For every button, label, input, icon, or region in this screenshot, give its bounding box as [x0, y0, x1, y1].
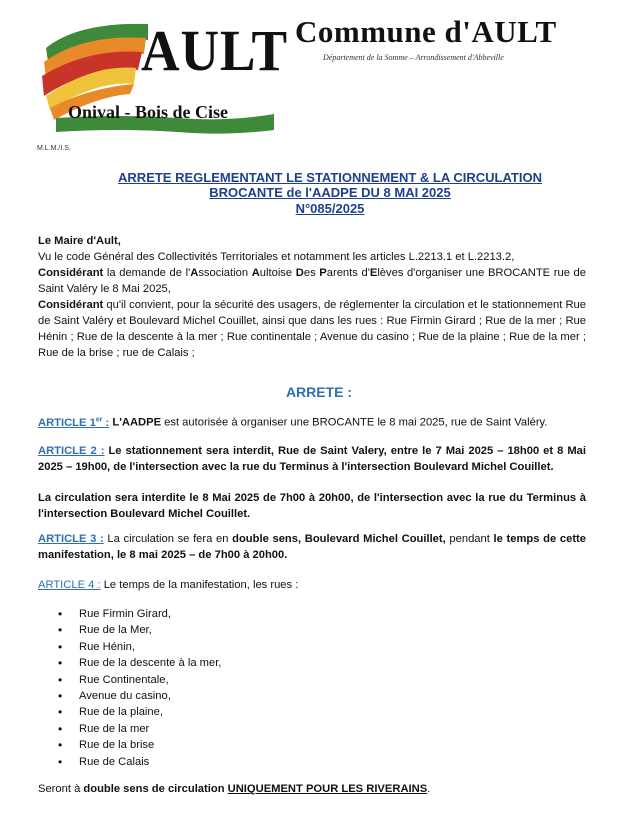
- article-3-bold: le temps de cette manifestation, le 8 mai 2025 – de 7h00 à 20h00.: [38, 533, 586, 561]
- vu-line: Vu le code Général des Collectivités Territoriales et notamment les articles L.2213.1 et L.2213.2,: [38, 251, 515, 263]
- list-item: • Rue Continentale,: [58, 672, 221, 688]
- assoc-initial: A: [251, 267, 260, 279]
- list-item: • Rue de la mer: [58, 721, 221, 737]
- maire-line: Le Maire d'Ault,: [38, 235, 121, 247]
- closing-text: .: [427, 783, 431, 795]
- preamble: [38, 233, 586, 361]
- assoc-word: es: [303, 267, 320, 279]
- article-1: [38, 412, 586, 431]
- assoc-word: ssociation: [198, 267, 252, 279]
- arrete-heading: ARRETE :: [285, 384, 353, 400]
- assoc-initial: A: [190, 267, 199, 279]
- article-2-label: ARTICLE 2 :: [38, 445, 105, 457]
- closing-line: [38, 781, 586, 797]
- article-3-text: La circulation se fera en: [103, 533, 233, 545]
- closing-bold: double sens de circulation: [83, 783, 225, 795]
- reference-initials: M.L.M./I.S.: [37, 145, 71, 152]
- logo-subtitle: Onival - Bois de Cise: [68, 102, 229, 122]
- article-4-label: ARTICLE 4 :: [38, 579, 101, 591]
- list-item: • Rue de la descente à la mer,: [58, 655, 221, 671]
- article-3: [38, 531, 586, 563]
- assoc-initial: E: [369, 267, 378, 279]
- list-item: • Avenue du casino,: [58, 688, 221, 704]
- closing-underlined: UNIQUEMENT POUR LES RIVERAINS: [227, 783, 428, 795]
- commune-title: Commune d'AULT: [295, 14, 557, 49]
- list-item: • Rue de la Mer,: [58, 622, 221, 638]
- considerant-2: [38, 297, 586, 361]
- list-item: • Rue de la plaine,: [58, 704, 221, 720]
- considerant-label: Considérant: [38, 299, 104, 311]
- closing-text: Seront à: [38, 783, 84, 795]
- article-2-text: Le stationnement sera interdit, Rue de Saint Valery, entre le 7 Mai 2025 – 18h00 et 8 Mai 2025 – 19h00, de l'intersection avec la rue du Terminus à l'intersection Boulevard Michel Couillet.: [38, 445, 587, 473]
- article-4: [38, 577, 586, 593]
- title-line-3: N°085/2025: [295, 201, 365, 216]
- considerant-text: qu'il convient, pour la sécurité des usagers, de réglementer la circulation et le stationnement Rue de Saint Valéry et Boulevard Michel Couillet, ainsi que dans les rues : Rue Firmin Girard ; Rue de la mer ; Rue Hénin ; Rue de la descente à la mer ; Rue continentale ; Avenue du casino ; Rue de la plaine ; Rue de la mer ; Rue de la brise ; rue de Calais ;: [38, 299, 586, 359]
- title-line-2: BROCANTE de l'AADPE DU 8 MAI 2025: [209, 185, 451, 200]
- commune-logo: [38, 18, 290, 136]
- list-item: • Rue Hénin,: [58, 639, 221, 655]
- logo-name: AULT: [141, 18, 289, 83]
- assoc-word: ultoise: [259, 267, 296, 279]
- considerant-1: [38, 265, 586, 297]
- street-list: [58, 606, 221, 770]
- list-item: • Rue de la brise: [58, 737, 221, 753]
- assoc-word: arents d': [326, 267, 370, 279]
- article-2: [38, 443, 586, 475]
- title-line-1: ARRETE REGLEMENTANT LE STATIONNEMENT & LA CIRCULATION: [118, 170, 542, 185]
- department-line: Département de la Somme – Arrondissement d'Abbeville: [323, 53, 504, 62]
- list-item: • Rue Firmin Girard,: [58, 606, 221, 622]
- assoc-initial: P: [319, 267, 327, 279]
- article-3-bold: double sens, Boulevard Michel Couillet,: [232, 533, 446, 545]
- article-4-text: Le temps de la manifestation, les rues :: [100, 579, 299, 591]
- article-1-label: ARTICLE 1er :: [38, 416, 110, 429]
- article-3-label: ARTICLE 3 :: [38, 533, 104, 545]
- article-3-text: pendant: [445, 533, 494, 545]
- considerant-text: la demande de l': [103, 267, 191, 279]
- article-1-text: est autorisée à organiser une BROCANTE le 8 mai 2025, rue de Saint Valéry.: [161, 416, 548, 429]
- considerant-label: Considérant: [38, 267, 104, 279]
- list-item: • Rue de Calais: [58, 754, 221, 770]
- article-1-subject: L'AADPE: [109, 416, 162, 429]
- article-2-circulation: La circulation sera interdite le 8 Mai 2025 de 7h00 à 20h00, de l'intersection avec la rue du Terminus à l'intersection Boulevard Michel Couillet.: [38, 492, 586, 520]
- assoc-initial: D: [295, 267, 304, 279]
- assoc-word: lèves d'organiser une BROCANTE rue de Saint Valéry le 8 Mai 2025,: [38, 267, 586, 295]
